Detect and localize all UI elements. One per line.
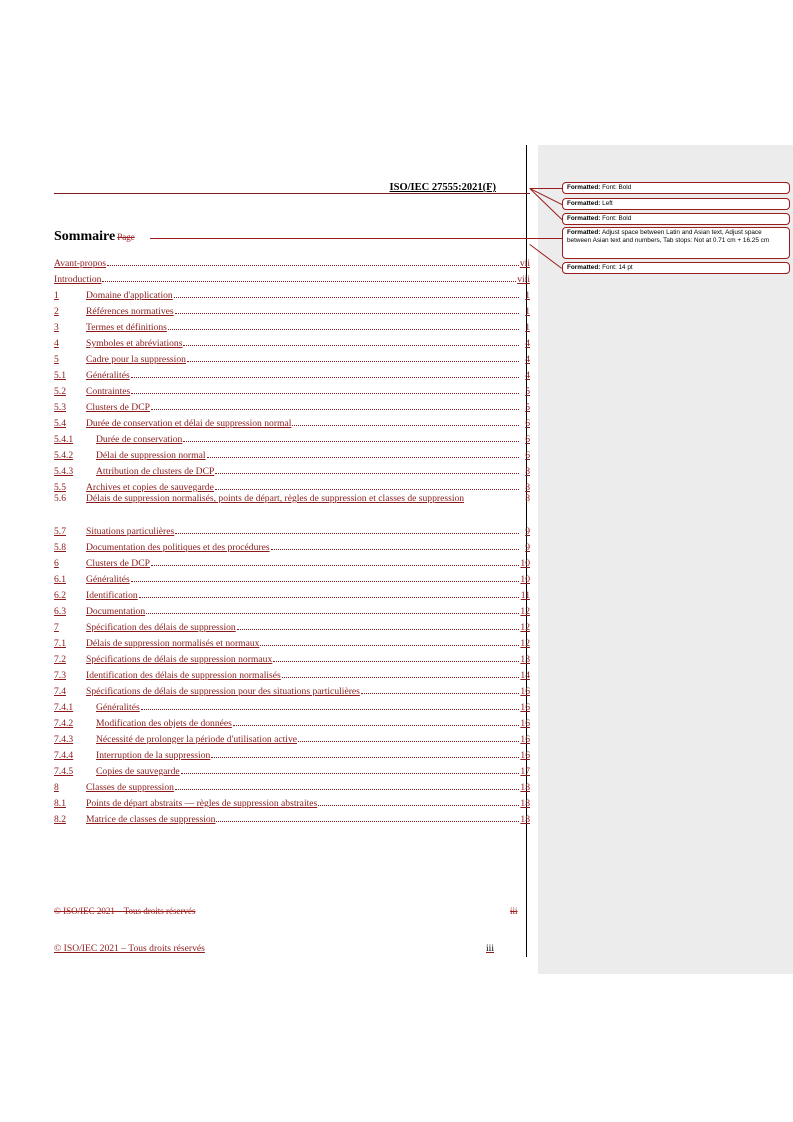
toc-entry-page: 12 xyxy=(520,622,530,633)
toc-entry-page: viii xyxy=(517,274,530,285)
toc-entry-page: 6 xyxy=(525,434,530,445)
toc-entry-page: 14 xyxy=(520,670,530,681)
toc-entry[interactable] xyxy=(54,569,530,585)
toc-entry-number: 8.1 xyxy=(54,798,66,809)
toc-entry[interactable] xyxy=(54,333,530,349)
toc-entry-title: Clusters de DCP xyxy=(86,402,150,413)
toc-entry-number: 2 xyxy=(54,306,59,317)
toc-entry[interactable] xyxy=(54,745,530,761)
toc-entry-number: 5.4 xyxy=(54,418,66,429)
toc-dot-leader xyxy=(187,360,519,362)
toc-entry-page: 8 xyxy=(525,466,530,477)
deleted-footer-page: iii xyxy=(510,906,518,916)
toc-entry-number: 6.1 xyxy=(54,574,66,585)
toc-entry-title: Spécifications de délais de suppression normaux xyxy=(86,654,273,665)
toc-entry-title: Documentation des politiques et des procédures xyxy=(86,542,270,553)
toc-entry-title: Symboles et abréviations xyxy=(86,338,183,349)
toc-entry-title: Copies de sauvegarde xyxy=(96,766,180,777)
toc-entry-page: 4 xyxy=(525,338,530,349)
comment-text: Font: Bold xyxy=(602,184,632,191)
header-rule xyxy=(54,193,530,194)
toc-entry-page: 5 xyxy=(525,402,530,413)
toc-entry-wrapped xyxy=(54,493,530,505)
toc-entry-title: Avant-propos xyxy=(54,258,107,269)
footer-spacer xyxy=(205,943,486,954)
toc-dot-leader xyxy=(215,488,519,490)
toc-entry[interactable] xyxy=(54,809,530,825)
toc-entry-title: Durée de conservation et délai de suppression normal xyxy=(86,418,292,429)
toc-entry-title: Spécification des délais de suppression xyxy=(86,622,236,633)
toc-entry[interactable] xyxy=(54,665,530,681)
toc-entry-number: 1 xyxy=(54,290,59,301)
toc-entry[interactable] xyxy=(54,553,530,569)
toc-entry-number: 8.2 xyxy=(54,814,66,825)
toc-entry[interactable] xyxy=(54,521,530,537)
toc-entry-title: Délai de suppression normal xyxy=(96,450,206,461)
footer xyxy=(54,943,494,954)
deleted-footer-copyright: © ISO/IEC 2021 – Tous droits réservés xyxy=(54,906,196,916)
toc-dot-leader xyxy=(107,264,519,266)
toc-entry-number: 7.1 xyxy=(54,638,66,649)
toc-entry-number: 7.4.3 xyxy=(54,734,74,745)
toc-entry-number: 7.4.4 xyxy=(54,750,74,761)
document-id-header: ISO/IEC 27555:2021(F) xyxy=(389,182,496,193)
toc-dot-leader xyxy=(215,472,519,474)
toc-dot-leader xyxy=(175,312,519,314)
toc-entry[interactable] xyxy=(54,761,530,777)
comment-connector-line xyxy=(150,238,562,239)
toc-entry-page: 18 xyxy=(520,782,530,793)
toc-entry-page: 5 xyxy=(525,386,530,397)
toc-entry[interactable] xyxy=(54,253,530,269)
toc-entry-title: Domaine d'application xyxy=(86,290,173,301)
toc-entry[interactable] xyxy=(54,397,530,413)
footer-page-number: iii xyxy=(486,943,494,954)
toc-entry-title: Modification des objets de données xyxy=(96,718,232,729)
toc-dot-leader xyxy=(282,676,519,678)
toc-entry-title: Clusters de DCP xyxy=(86,558,150,569)
toc-title xyxy=(54,229,135,245)
toc-dot-leader xyxy=(139,596,519,598)
comment-label: Formatted: xyxy=(567,264,601,271)
toc-entry-number: 3 xyxy=(54,322,59,333)
toc-dot-leader xyxy=(175,532,519,534)
toc-dot-leader xyxy=(318,804,519,806)
toc-entry[interactable] xyxy=(54,429,530,445)
toc-dot-leader xyxy=(102,280,516,282)
toc-entry-title: Durée de conservation xyxy=(96,434,183,445)
toc-entry[interactable] xyxy=(54,617,530,633)
comment-text: Adjust space between Latin and Asian text, Adjust space between Asian text and numbers, Tab stops: Not at 0.71 cm + 16.25 cm xyxy=(567,229,770,244)
comment-label: Formatted: xyxy=(567,229,601,236)
toc-entry[interactable] xyxy=(54,349,530,365)
toc-entry-number: 5.4.2 xyxy=(54,450,74,461)
toc-entry-number: 5.8 xyxy=(54,542,66,553)
toc-entry-number: 7.4.2 xyxy=(54,718,74,729)
comment-label: Formatted: xyxy=(567,200,601,207)
table-of-contents xyxy=(54,253,530,825)
toc-entry-number: 7.4 xyxy=(54,686,66,697)
toc-dot-leader xyxy=(292,424,519,426)
toc-entry-number: 5.5 xyxy=(54,482,66,493)
toc-entry-page: 1 xyxy=(525,290,530,301)
toc-entry-page: vii xyxy=(519,258,530,269)
toc-entry-page: 10 xyxy=(520,558,530,569)
toc-entry[interactable] xyxy=(54,477,530,493)
toc-entry-number: 8 xyxy=(54,782,59,793)
toc-entry[interactable] xyxy=(54,381,530,397)
toc-entry-number: 5.4.3 xyxy=(54,466,74,477)
toc-dot-leader xyxy=(141,708,519,710)
toc-entry-page: 8 xyxy=(525,493,530,504)
toc-entry-page: 12 xyxy=(520,638,530,649)
toc-dot-leader xyxy=(216,820,519,822)
toc-entry-title: Matrice de classes de suppression xyxy=(86,814,216,825)
toc-entry-page: 8 xyxy=(525,482,530,493)
toc-entry-number: 5.6 xyxy=(54,493,66,504)
toc-entry-page: 17 xyxy=(520,766,530,777)
toc-entry-page: 16 xyxy=(520,734,530,745)
toc-entry-page: 4 xyxy=(525,354,530,365)
toc-entry-title: Nécessité de prolonger la période d'utilisation active xyxy=(96,734,297,745)
toc-entry-title: Cadre pour la suppression xyxy=(86,354,186,365)
toc-dot-leader xyxy=(168,328,519,330)
toc-entry-title: Attribution de clusters de DCP xyxy=(96,466,215,477)
toc-entry-title: Délais de suppression normalisés et normaux xyxy=(86,638,260,649)
toc-entry-page: 16 xyxy=(520,686,530,697)
toc-entry[interactable] xyxy=(54,285,530,301)
comment-balloon[interactable] xyxy=(562,198,790,210)
toc-entry[interactable] xyxy=(54,713,530,729)
toc-entry-title: Classes de suppression xyxy=(86,782,174,793)
toc-entry[interactable] xyxy=(54,269,530,285)
toc-entry[interactable] xyxy=(54,649,530,665)
toc-entry-title: Termes et définitions xyxy=(86,322,167,333)
toc-entry-number: 7.4.1 xyxy=(54,702,74,713)
toc-entry-title: Contraintes xyxy=(86,386,131,397)
toc-entry-title: Généralités xyxy=(86,574,130,585)
toc-entry[interactable] xyxy=(54,681,530,697)
comment-text: Font: 14 pt xyxy=(602,264,633,271)
toc-entry-page: 16 xyxy=(520,702,530,713)
toc-entry[interactable] xyxy=(54,633,530,649)
comment-connector-line xyxy=(530,188,562,189)
toc-title-text: Sommaire xyxy=(54,229,116,244)
toc-entry-page: 4 xyxy=(525,370,530,381)
toc-entry-page: 6 xyxy=(525,450,530,461)
toc-entry-page: 13 xyxy=(520,654,530,665)
toc-dot-leader xyxy=(298,740,519,742)
toc-entry[interactable] xyxy=(54,461,530,477)
toc-entry-page: 18 xyxy=(520,814,530,825)
toc-dot-leader xyxy=(183,440,519,442)
toc-entry-title: Introduction xyxy=(54,274,102,285)
toc-dot-leader xyxy=(271,548,519,550)
toc-entry-page: 1 xyxy=(525,306,530,317)
comment-text: Left xyxy=(602,200,613,207)
deleted-page-label: Page xyxy=(117,232,135,242)
toc-entry-number: 5 xyxy=(54,354,59,365)
toc-entry-page: 16 xyxy=(520,750,530,761)
toc-entry[interactable] xyxy=(54,729,530,745)
comment-label: Formatted: xyxy=(567,215,601,222)
comment-balloon[interactable] xyxy=(562,262,790,274)
footer-copyright: © ISO/IEC 2021 – Tous droits réservés xyxy=(54,943,205,954)
toc-entry[interactable] xyxy=(54,365,530,381)
toc-dot-leader xyxy=(174,296,519,298)
toc-entry-number: 5.7 xyxy=(54,526,66,537)
toc-entry-title: Identification xyxy=(86,590,138,601)
toc-dot-leader xyxy=(175,788,519,790)
toc-entry-number: 7.2 xyxy=(54,654,66,665)
toc-entry-title: Références normatives xyxy=(86,306,174,317)
comment-balloon[interactable] xyxy=(562,213,790,225)
toc-entry-title: Généralités xyxy=(96,702,140,713)
toc-entry[interactable] xyxy=(54,301,530,317)
toc-entry-number: 5.1 xyxy=(54,370,66,381)
toc-entry-title: Délais de suppression normalisés, points de départ, règles de suppression et classes de suppression xyxy=(86,493,465,504)
toc-entry[interactable] xyxy=(54,793,530,809)
toc-dot-leader xyxy=(183,344,519,346)
toc-entry-number: 5.2 xyxy=(54,386,66,397)
toc-entry-number: 5.4.1 xyxy=(54,434,74,445)
toc-dot-leader xyxy=(260,644,519,646)
toc-entry[interactable] xyxy=(54,413,530,429)
toc-entry-page: 9 xyxy=(525,542,530,553)
toc-entry-page: 18 xyxy=(520,798,530,809)
toc-dot-leader xyxy=(361,692,519,694)
toc-entry-number: 4 xyxy=(54,338,59,349)
toc-entry-number: 5.3 xyxy=(54,402,66,413)
toc-entry[interactable] xyxy=(54,585,530,601)
toc-entry-number: 7.4.5 xyxy=(54,766,74,777)
toc-entry-title: Spécifications de délais de suppression pour des situations particulières xyxy=(86,686,360,697)
toc-entry-page: 16 xyxy=(520,718,530,729)
toc-entry-page: 1 xyxy=(525,322,530,333)
toc-entry-title: Documentation xyxy=(86,606,146,617)
toc-entry-number: 6.3 xyxy=(54,606,66,617)
toc-dot-leader xyxy=(151,408,519,410)
toc-entry-page: 12 xyxy=(520,606,530,617)
toc-dot-leader xyxy=(211,756,519,758)
toc-entry-number: 7.3 xyxy=(54,670,66,681)
toc-entry-page: 11 xyxy=(520,590,530,601)
comment-label: Formatted: xyxy=(567,184,601,191)
toc-dot-leader xyxy=(131,376,519,378)
toc-entry-title: Points de départ abstraits — règles de suppression abstraites xyxy=(86,798,318,809)
toc-entry[interactable] xyxy=(54,317,530,333)
comment-text: Font: Bold xyxy=(602,215,632,222)
toc-entry-title: Situations particulières xyxy=(86,526,175,537)
toc-dot-leader xyxy=(181,772,519,774)
toc-entry[interactable] xyxy=(54,537,530,553)
toc-entry-number: 6.2 xyxy=(54,590,66,601)
toc-entry-number: 7 xyxy=(54,622,59,633)
toc-entry[interactable] xyxy=(54,697,530,713)
toc-entry-number: 6 xyxy=(54,558,59,569)
toc-entry-title: Archives et copies de sauvegarde xyxy=(86,482,214,493)
toc-dot-leader xyxy=(273,660,519,662)
toc-entry[interactable] xyxy=(54,493,530,521)
toc-entry-title: Généralités xyxy=(86,370,130,381)
toc-dot-leader xyxy=(233,724,519,726)
toc-entry-page: 9 xyxy=(525,526,530,537)
toc-dot-leader xyxy=(207,456,519,458)
toc-dot-leader xyxy=(237,628,519,630)
toc-dot-leader xyxy=(131,580,519,582)
toc-entry-title: Identification des délais de suppression normalisés xyxy=(86,670,281,681)
comment-balloon[interactable] xyxy=(562,182,790,194)
toc-entry-page: 10 xyxy=(520,574,530,585)
toc-entry-title: Interruption de la suppression xyxy=(96,750,211,761)
comment-balloon[interactable] xyxy=(562,227,790,259)
toc-entry[interactable] xyxy=(54,601,530,617)
toc-dot-leader xyxy=(146,612,519,614)
toc-entry[interactable] xyxy=(54,445,530,461)
toc-dot-leader xyxy=(131,392,519,394)
toc-dot-leader xyxy=(151,564,519,566)
toc-entry-page: 6 xyxy=(525,418,530,429)
toc-entry[interactable] xyxy=(54,777,530,793)
